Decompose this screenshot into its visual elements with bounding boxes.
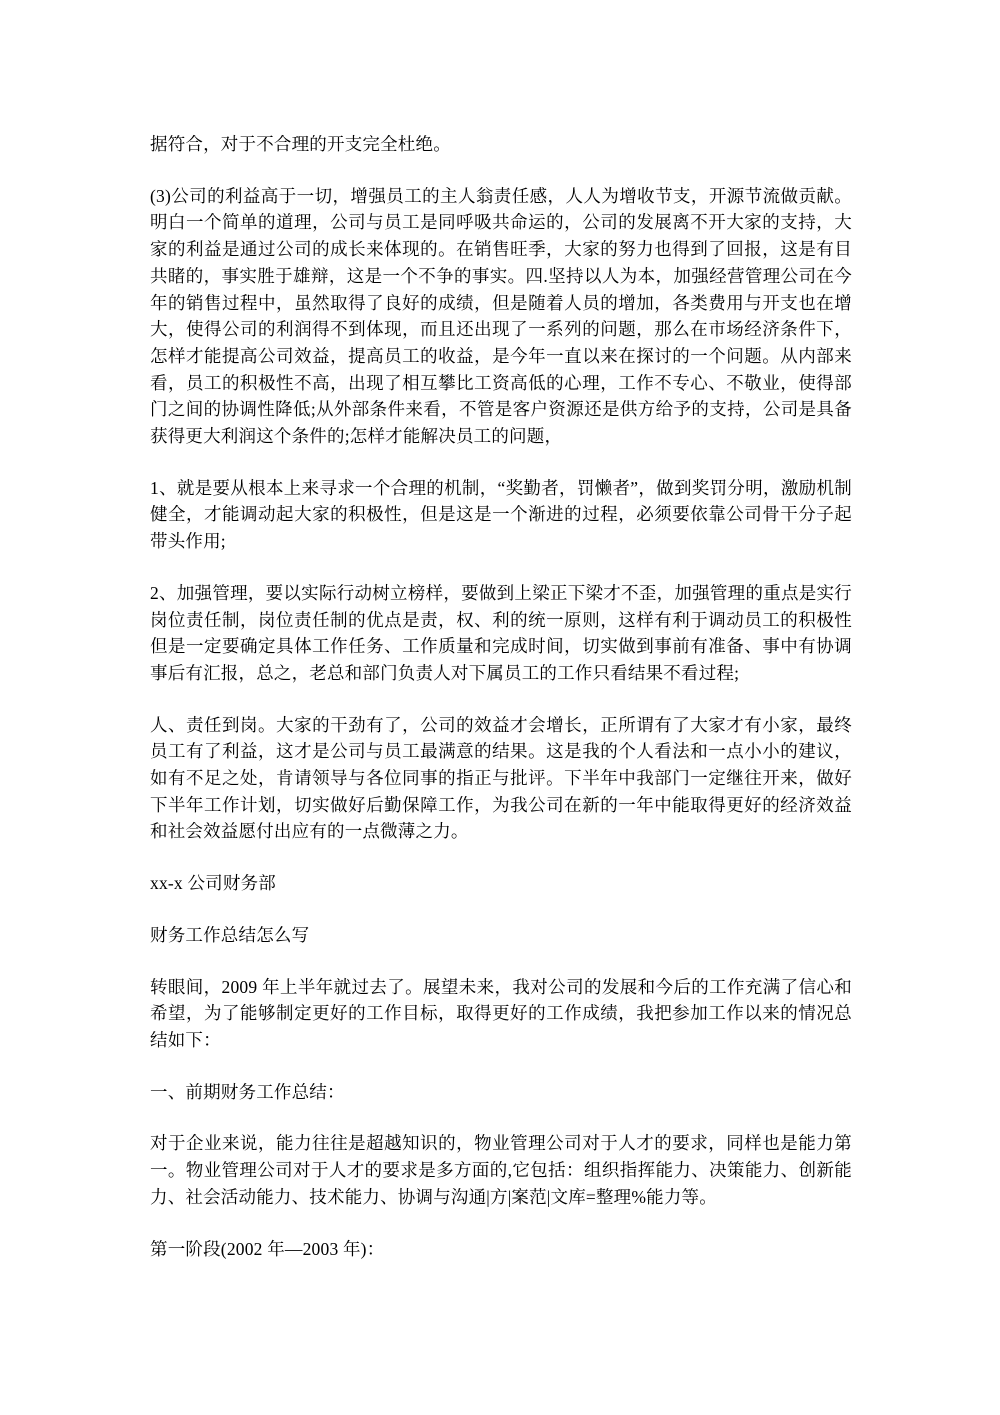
paragraph-outlook-2009: 转眼间，2009 年上半年就过去了。展望未来，我对公司的发展和今后的工作充满了信心和希望，为了能够制定更好的工作目标，取得更好的工作成绩，我把参加工作以来的情况总结如下： bbox=[150, 976, 852, 1050]
paragraph-company-interests: (3)公司的利益高于一切，增强员工的主人翁责任感，人人为增收节支，开源节流做贡献。明白一个简单的道理，公司与员工是同呼吸共命运的，公司的发展离不开大家的支持，大家的利益是通过公司的成长来体现的。在销售旺季，大家的努力也得到了回报，这是有目共睹的，事实胜于雄辩，这是一个不争的事实。四.坚持以人为本，加强经营管理公司在今年的销售过程中，虽然取得了良好的成绩，但是随着人员的增加，各类费用与开支也在增大，使得公司的利润得不到体现，而且还出现了一系列的问题，那么在市场经济条件下，怎样才能提高公司效益，提高员工的收益，是今年一直以来在探讨的一个问题。从内部来看，员工的积极性不高，出现了相互攀比工资高低的心理，工作不专心、不敬业，使得部门之间的协调性降低;从外部条件来看，不管是客户资源还是供方给予的支持，公司是具备获得更大利润这个条件的;怎样才能解决员工的问题， bbox=[150, 185, 852, 447]
paragraph-closing-remarks: 人、责任到岗。大家的干劲有了，公司的效益才会增长，正所谓有了大家才有小家，最终员工有了利益，这才是公司与员工最满意的结果。这是我的个人看法和一点小小的建议，如有不足之处，肯请领导与各位同事的指正与批评。下半年中我部门一定继往开来，做好下半年工作计划，切实做好后勤保障工作，为我公司在新的一年中能取得更好的经济效益和社会效益愿付出应有的一点微薄之力。 bbox=[150, 714, 852, 842]
paragraph-signature-finance-dept: xx-x 公司财务部 bbox=[150, 873, 276, 894]
document-body bbox=[150, 131, 852, 1287]
paragraph-list-item-2: 2、加强管理，要以实际行动树立榜样，要做到上梁正下梁才不歪，加强管理的重点是实行岗位责任制，岗位责任制的优点是责，权、利的统一原则，这样有利于调动员工的积极性但是一定要确定具体工作任务、工作质量和完成时间，切实做到事前有准备、事中有协调事后有汇报，总之，老总和部门负责人对下属员工的工作只看结果不看过程; bbox=[150, 582, 852, 683]
paragraph-section-title-how-to-write: 财务工作总结怎么写 bbox=[150, 924, 310, 945]
paragraph-list-item-1: 1、就是要从根本上来寻求一个合理的机制，“奖勤者，罚懒者”，做到奖罚分明，激励机制健全，才能调动起大家的积极性，但是这是一个渐进的过程，必须要依靠公司骨干分子起带头作用; bbox=[150, 477, 852, 552]
paragraph-phase-one-heading: 第一阶段(2002 年—2003 年)： bbox=[150, 1238, 385, 1259]
paragraph-enterprise-ability: 对于企业来说，能力往往是超越知识的，物业管理公司对于人才的要求，同样也是能力第一。物业管理公司对于人才的要求是多方面的,它包括：组织指挥能力、决策能力、创新能力、社会活动能力、技术能力、协调与沟通|方|案范|文库=整理%能力等。 bbox=[150, 1133, 852, 1207]
paragraph-heading-early-finance-summary: 一、前期财务工作总结： bbox=[150, 1081, 345, 1102]
paragraph-continuation: 据符合，对于不合理的开支完全杜绝。 bbox=[150, 134, 451, 154]
